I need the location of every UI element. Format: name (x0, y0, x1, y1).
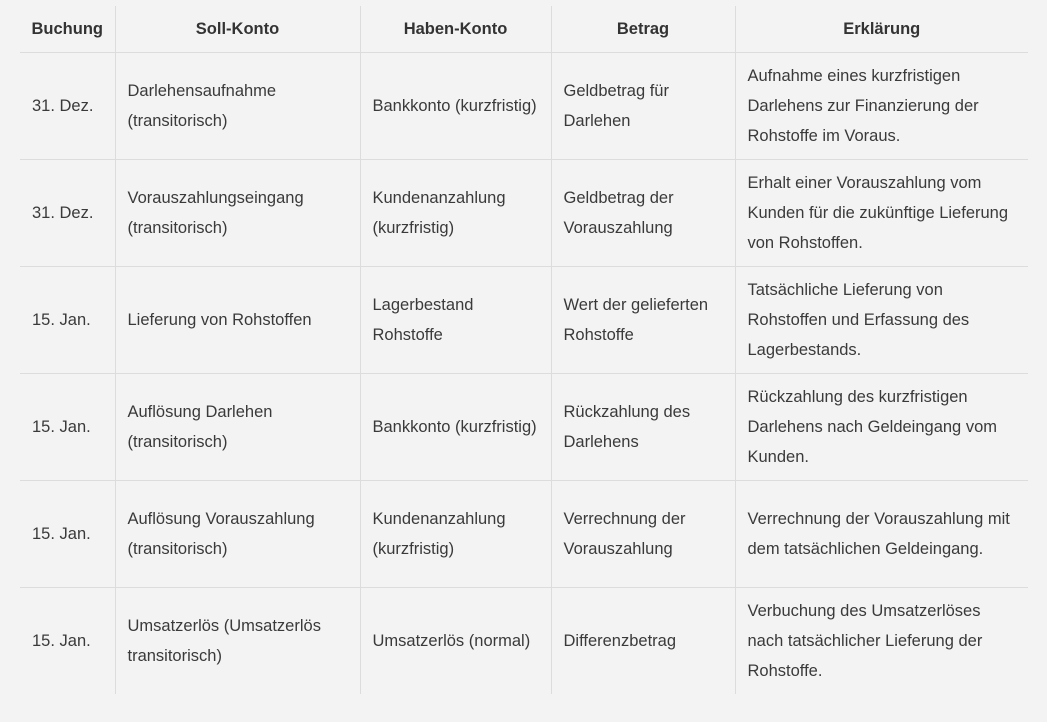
cell-erklaerung: Tatsächliche Lieferung von Rohstoffen und Erfassung des Lagerbestands. (735, 267, 1028, 374)
cell-haben-konto: Kundenanzahlung (kurzfristig) (360, 481, 551, 588)
cell-soll-konto: Darlehensaufnahme (transitorisch) (115, 53, 360, 160)
header-buchung: Buchung (20, 6, 115, 53)
cell-betrag: Differenzbetrag (551, 588, 735, 695)
table-row (20, 160, 1028, 267)
cell-haben-konto: Umsatzerlös (normal) (360, 588, 551, 695)
cell-haben-konto: Kundenanzahlung (kurzfristig) (360, 160, 551, 267)
cell-erklaerung: Rückzahlung des kurzfristigen Darlehens nach Geldeingang vom Kunden. (735, 374, 1028, 481)
cell-buchung: 31. Dez. (20, 53, 115, 160)
table-header-row (20, 6, 1028, 53)
booking-table (20, 6, 1028, 694)
cell-soll-konto: Lieferung von Rohstoffen (115, 267, 360, 374)
cell-haben-konto: Bankkonto (kurzfristig) (360, 53, 551, 160)
cell-betrag: Verrechnung der Vorauszahlung (551, 481, 735, 588)
header-betrag: Betrag (551, 6, 735, 53)
cell-soll-konto: Vorauszahlungseingang (transitorisch) (115, 160, 360, 267)
table-row (20, 481, 1028, 588)
cell-betrag: Geldbetrag für Darlehen (551, 53, 735, 160)
cell-soll-konto: Auflösung Vorauszahlung (transitorisch) (115, 481, 360, 588)
booking-table-container (20, 6, 1028, 694)
table-row (20, 374, 1028, 481)
cell-buchung: 15. Jan. (20, 481, 115, 588)
cell-betrag: Wert der gelieferten Rohstoffe (551, 267, 735, 374)
cell-betrag: Geldbetrag der Vorauszahlung (551, 160, 735, 267)
table-row (20, 588, 1028, 695)
cell-erklaerung: Verrechnung der Vorauszahlung mit dem tatsächlichen Geldeingang. (735, 481, 1028, 588)
header-soll-konto: Soll-Konto (115, 6, 360, 53)
table-row (20, 53, 1028, 160)
cell-buchung: 15. Jan. (20, 267, 115, 374)
cell-erklaerung: Erhalt einer Vorauszahlung vom Kunden für die zukünftige Lieferung von Rohstoffen. (735, 160, 1028, 267)
cell-buchung: 31. Dez. (20, 160, 115, 267)
cell-soll-konto: Auflösung Darlehen (transitorisch) (115, 374, 360, 481)
cell-buchung: 15. Jan. (32, 632, 91, 650)
header-haben-konto: Haben-Konto (360, 6, 551, 53)
cell-erklaerung: Aufnahme eines kurzfristigen Darlehens zur Finanzierung der Rohstoffe im Voraus. (735, 53, 1028, 160)
cell-buchung: 15. Jan. (20, 374, 115, 481)
header-erklaerung: Erklärung (735, 6, 1028, 53)
cell-soll-konto: Umsatzerlös (Umsatzerlös transitorisch) (115, 588, 360, 695)
cell-betrag: Rückzahlung des Darlehens (551, 374, 735, 481)
cell-haben-konto: Bankkonto (kurzfristig) (360, 374, 551, 481)
cell-erklaerung: Verbuchung des Umsatzerlöses nach tatsächlicher Lieferung der Rohstoffe. (735, 588, 1028, 695)
cell-haben-konto: Lagerbestand Rohstoffe (360, 267, 551, 374)
table-row (20, 267, 1028, 374)
